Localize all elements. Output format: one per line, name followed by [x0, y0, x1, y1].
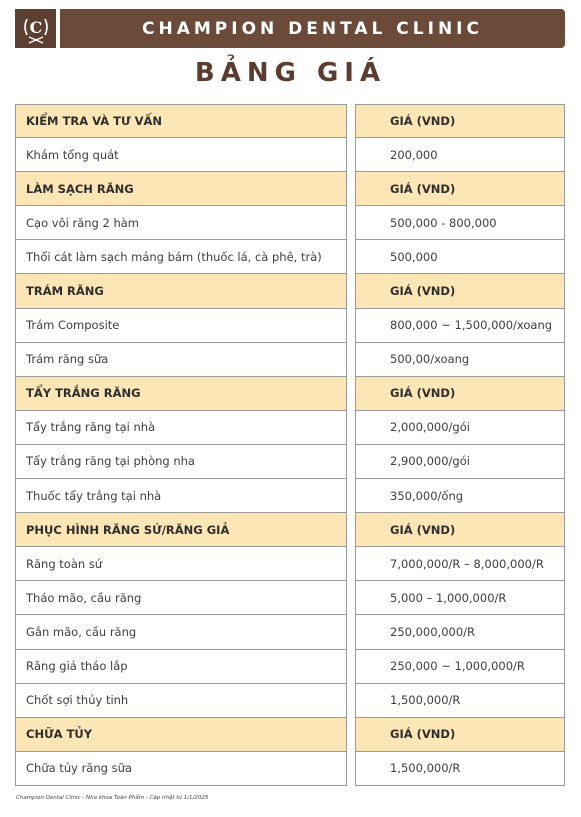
service-name: Thổi cát làm sạch mảng bám (thuốc lá, cà phê, trà) — [15, 240, 347, 274]
service-name: Răng toàn sứ — [15, 547, 347, 581]
service-price: 1,500,000/R — [355, 752, 565, 786]
service-name: Tẩy trắng răng tại phòng nha — [15, 445, 347, 479]
service-price: 800,000 ~ 1,500,000/xoang — [355, 309, 565, 343]
header-banner — [15, 9, 565, 48]
service-name: Tháo mão, cầu răng — [15, 581, 347, 615]
service-price: 200,000 — [355, 138, 565, 172]
service-price: 500,000 — [355, 240, 565, 274]
price-header: GIÁ (VND) — [355, 274, 565, 308]
service-price: 250,000,000/R — [355, 615, 565, 649]
service-name: Gắn mão, cầu răng — [15, 615, 347, 649]
section-header: PHỤC HÌNH RĂNG SỨ/RĂNG GIẢ — [15, 513, 347, 547]
price-header: GIÁ (VND) — [355, 377, 565, 411]
price-column — [355, 104, 565, 786]
section-header: KIỂM TRA VÀ TƯ VẤN — [15, 104, 347, 138]
section-header: CHỮA TỦY — [15, 718, 347, 752]
service-price: 7,000,000/R – 8,000,000/R — [355, 547, 565, 581]
service-name: Răng giả tháo lắp — [15, 650, 347, 684]
service-name: Thuốc tẩy trắng tại nhà — [15, 479, 347, 513]
service-price: 350,000/ống — [355, 479, 565, 513]
service-price: 250,000 ~ 1,000,000/R — [355, 650, 565, 684]
price-header: GIÁ (VND) — [355, 104, 565, 138]
laurel-logo-icon — [21, 13, 51, 45]
service-name: Khám tổng quát — [15, 138, 347, 172]
clinic-name: CHAMPION DENTAL CLINIC — [60, 9, 565, 48]
page-title: BẢNG GIÁ — [194, 58, 387, 88]
service-column — [15, 104, 347, 786]
service-price: 2,900,000/gói — [355, 445, 565, 479]
logo-letter: C — [29, 17, 42, 37]
section-header: LÀM SẠCH RĂNG — [15, 172, 347, 206]
service-price: 500,00/xoang — [355, 343, 565, 377]
service-price: 2,000,000/gói — [355, 411, 565, 445]
service-price: 500,000 - 800,000 — [355, 206, 565, 240]
service-name: Chốt sợi thủy tinh — [15, 684, 347, 718]
clinic-logo — [15, 9, 56, 48]
footer-note: Champion Dental Clinic - Nha khoa Toàn Phẩm - Cập nhật từ 1/1/2025 — [16, 795, 209, 801]
service-name: Trám răng sữa — [15, 343, 347, 377]
price-header: GIÁ (VND) — [355, 718, 565, 752]
service-name: Tẩy trắng răng tại nhà — [15, 411, 347, 445]
section-header: TRÁM RĂNG — [15, 274, 347, 308]
service-price: 5,000 – 1,000,000/R — [355, 581, 565, 615]
price-header: GIÁ (VND) — [355, 172, 565, 206]
service-name: Cạo vôi răng 2 hàm — [15, 206, 347, 240]
price-header: GIÁ (VND) — [355, 513, 565, 547]
service-name: Trám Composite — [15, 309, 347, 343]
section-header: TẨY TRẮNG RĂNG — [15, 377, 347, 411]
service-price: 1,500,000/R — [355, 684, 565, 718]
service-name: Chữa tủy răng sữa — [15, 752, 347, 786]
